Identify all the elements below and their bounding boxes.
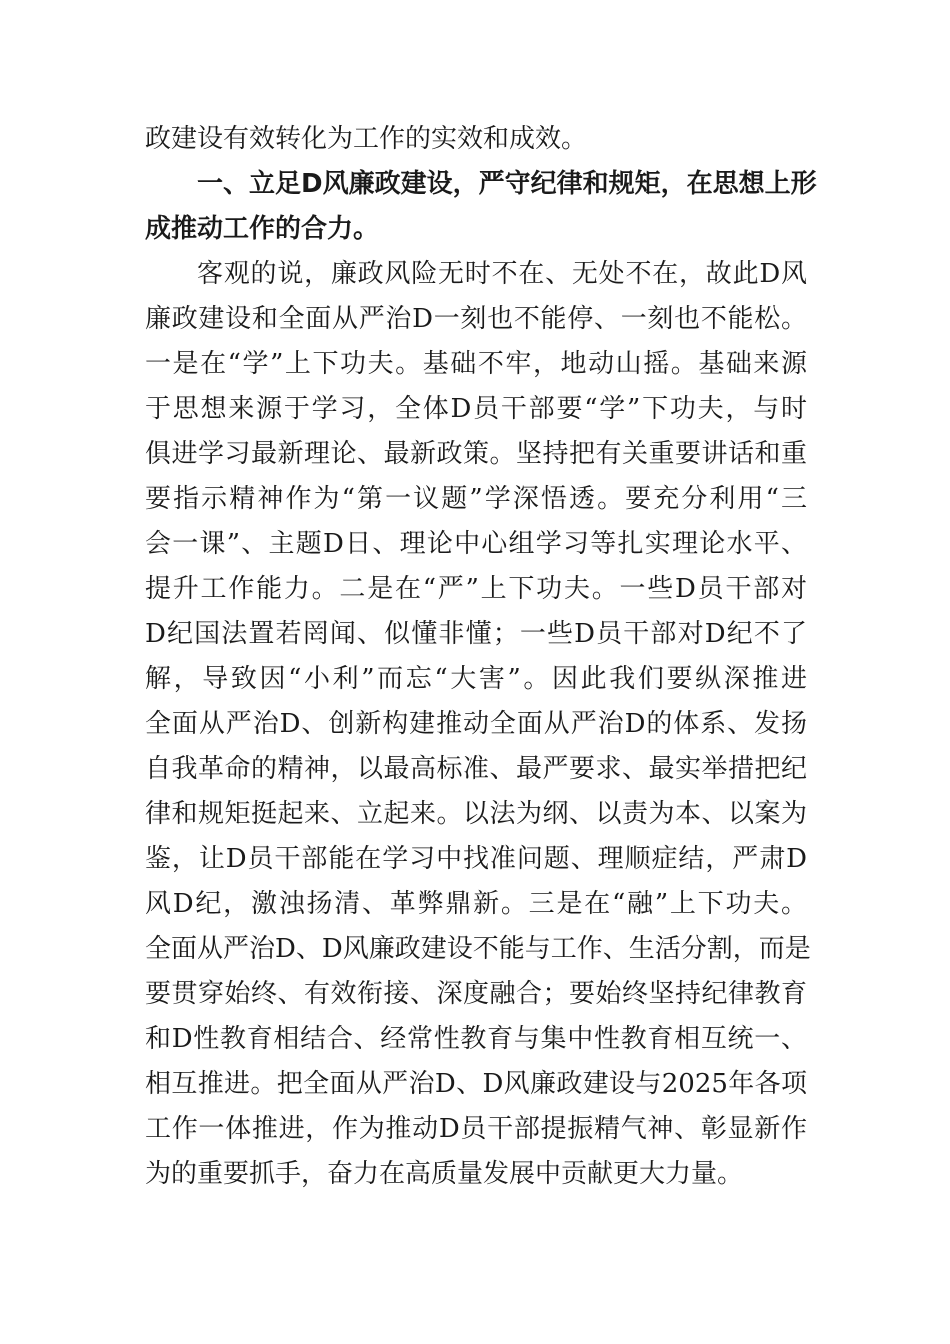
body-line: 全面从严治D、D风廉政建设不能与工作、生活分割，而是 [145,934,811,964]
body-line: D纪国法置若罔闻、似懂非懂；一些D员干部对D纪不了 [145,619,807,649]
body-line: 自我革命的精神，以最高标准、最严要求、最实举措把纪 [145,754,807,784]
body-line: 会一课”、主题D日、理论中心组学习等扎实理论水平、 [145,529,807,559]
body-line: 全面从严治D、创新构建推动全面从严治D的体系、发扬 [145,709,807,739]
section-heading-line-1: 一、立足D风廉政建设，严守纪律和规矩，在思想上形 [197,169,817,199]
body-line: 一是在“学”上下功夫。基础不牢，地动山摇。基础来源 [145,349,807,379]
body-line: 于思想来源于学习，全体D员干部要“学”下功夫，与时 [145,394,807,424]
body-line: 鉴，让D员干部能在学习中找准问题、理顺症结，严肃D [145,844,807,874]
body-line: 客观的说，廉政风险无时不在、无处不在，故此D风 [197,259,807,289]
body-line: 相互推进。把全面从严治D、D风廉政建设与2025年各项 [145,1069,807,1099]
body-line: 要指示精神作为“第一议题”学深悟透。要充分利用“三 [145,484,807,514]
body-line: 俱进学习最新理论、最新政策。坚持把有关重要讲话和重 [145,439,807,469]
body-line: 要贯穿始终、有效衔接、深度融合；要始终坚持纪律教育 [145,979,807,1009]
section-heading-line-2: 成推动工作的合力。 [145,214,380,244]
body-line: 提升工作能力。二是在“严”上下功夫。一些D员干部对 [145,574,807,604]
body-line: 解，导致因“小利”而忘“大害”。因此我们要纵深推进 [145,664,807,694]
body-line: 风D纪，激浊扬清、革弊鼎新。三是在“融”上下功夫。 [145,889,807,919]
body-line: 和D性教育相结合、经常性教育与集中性教育相互统一、 [145,1024,807,1054]
lead-line: 政建设有效转化为工作的实效和成效。 [145,124,588,154]
body-line: 廉政建设和全面从严治D一刻也不能停、一刻也不能松。 [145,304,807,334]
body-line-last: 为的重要抓手，奋力在高质量发展中贡献更大力量。 [145,1159,744,1189]
body-line: 工作一体推进，作为推动D员干部提振精气神、彰显新作 [145,1114,807,1144]
body-line: 律和规矩挺起来、立起来。以法为纲、以责为本、以案为 [145,799,807,829]
